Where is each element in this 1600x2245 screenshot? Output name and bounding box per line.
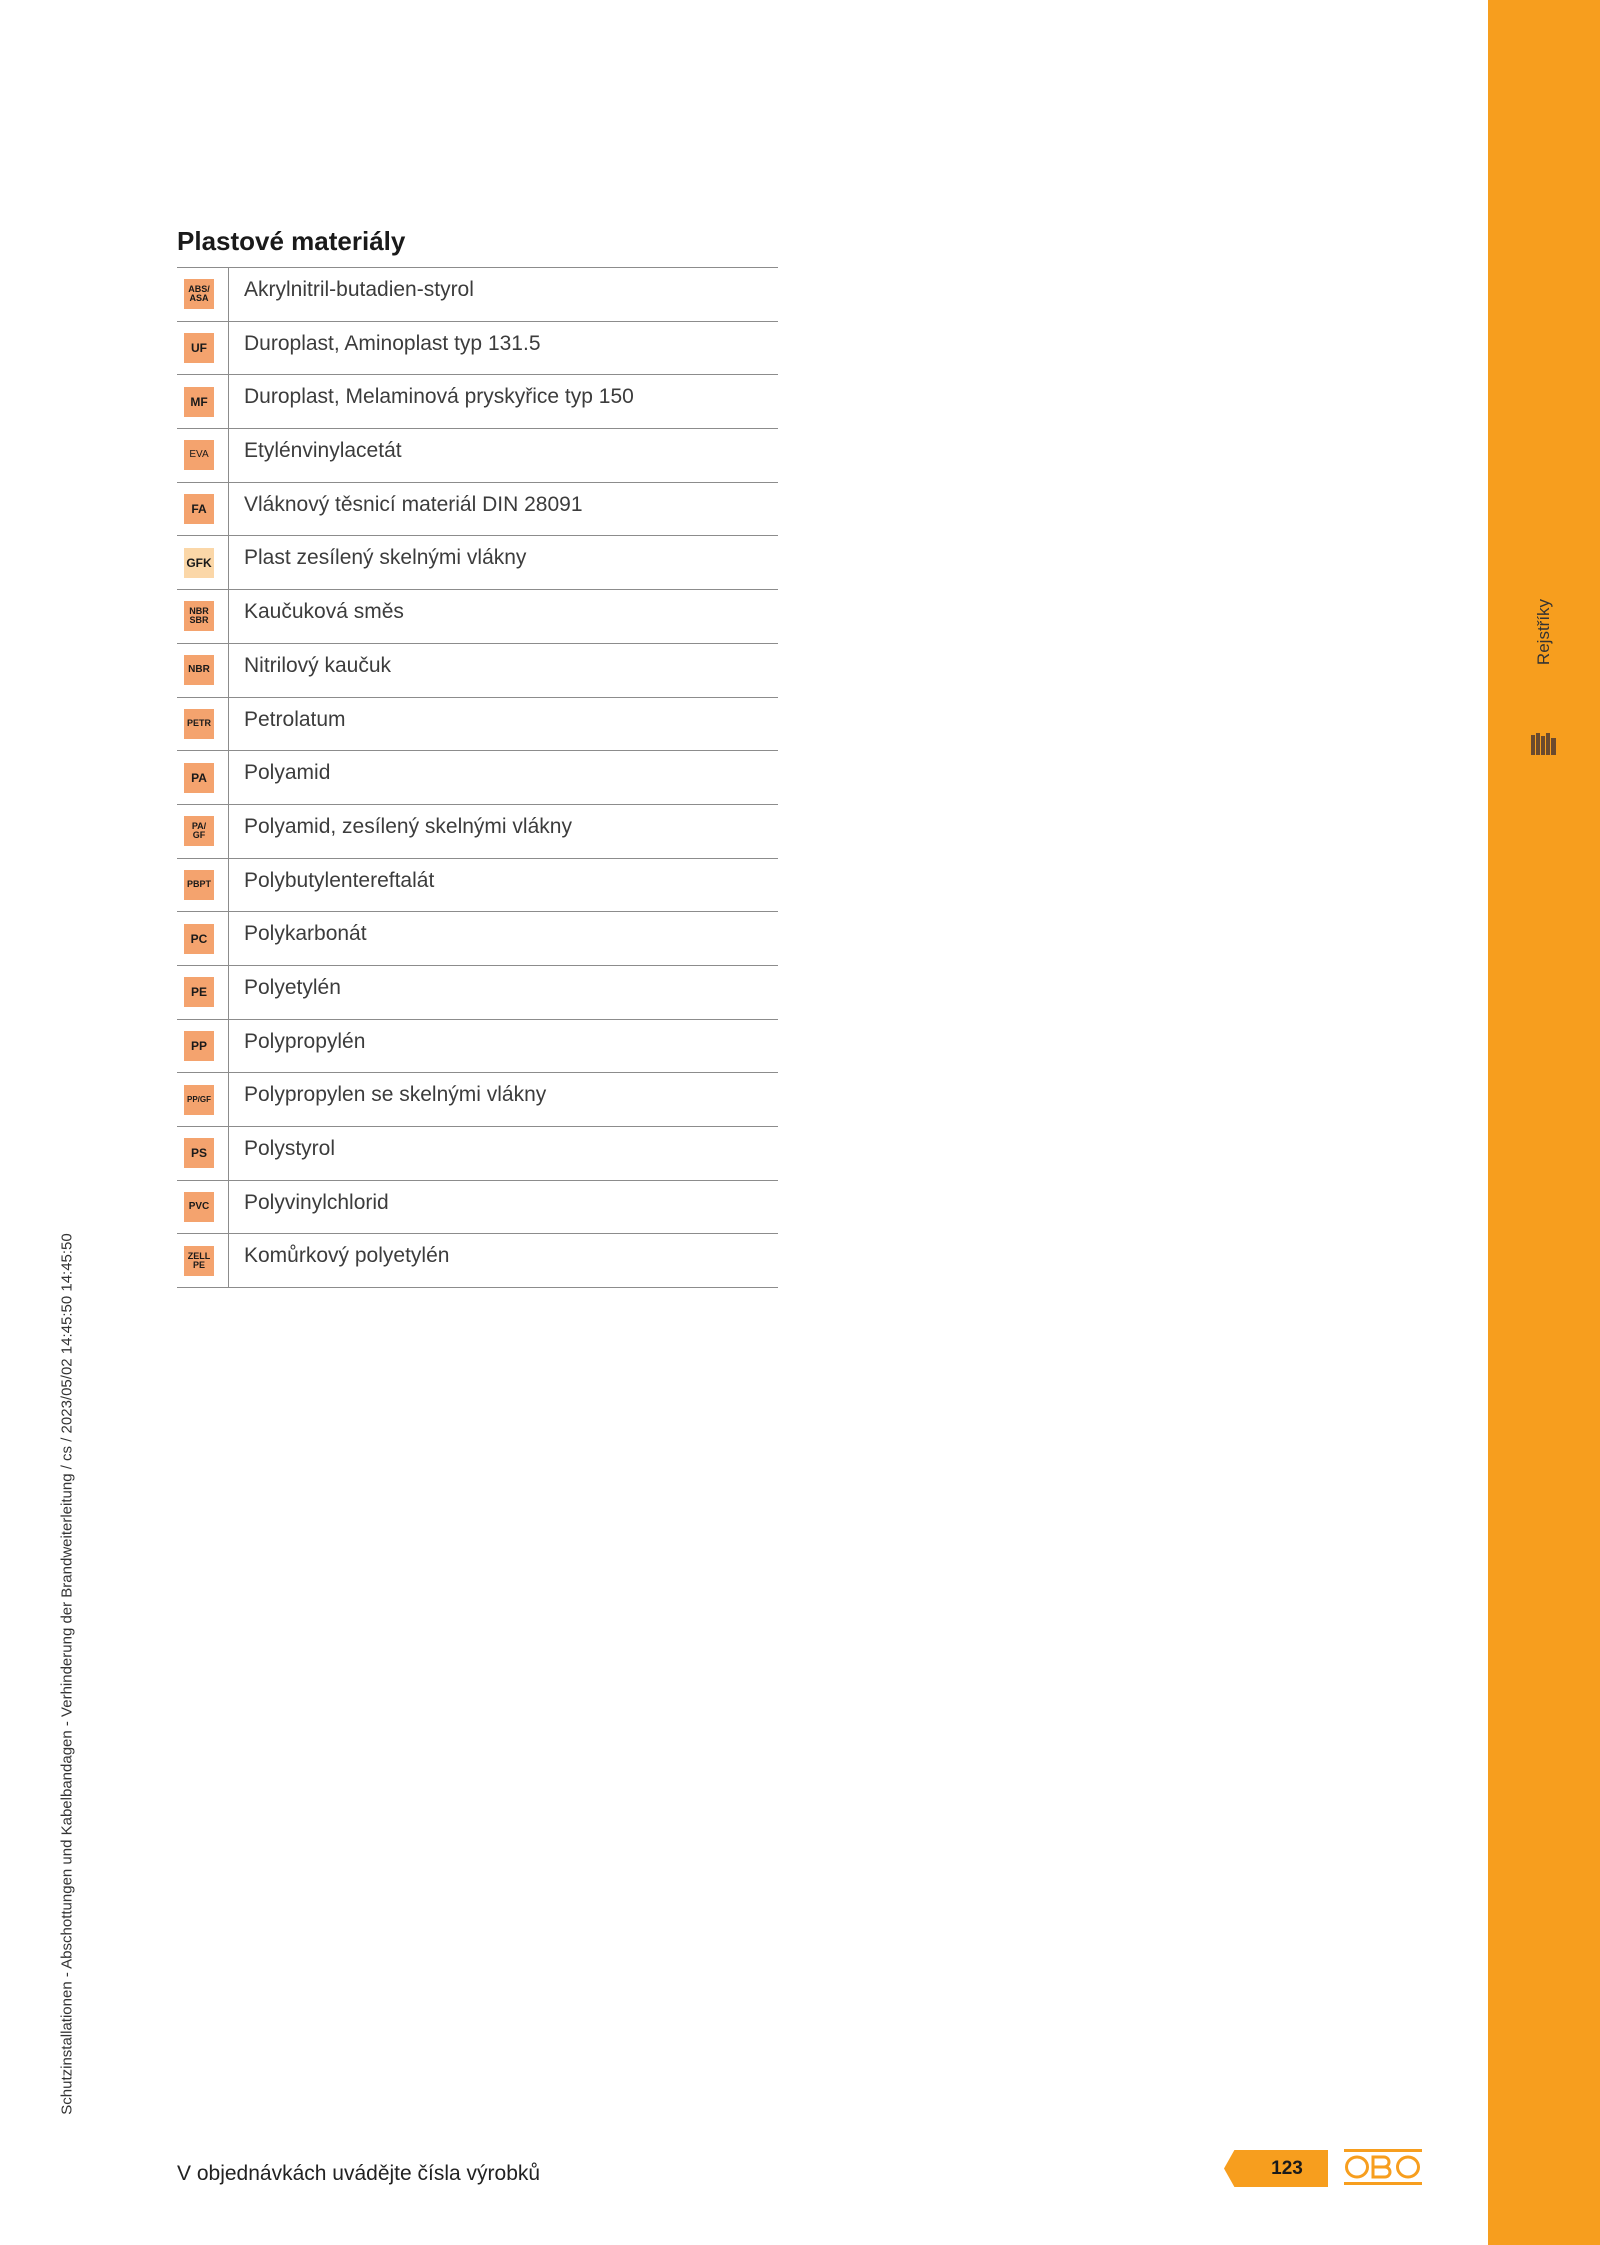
material-row [177,375,778,429]
material-row [177,536,778,590]
material-code-cell [177,375,229,429]
material-code-cell [177,536,229,590]
document-path-note: Schutzinstallationen - Abschottungen und Kabelbandagen - Verhinderung der Brandweiterleitung / cs / 2023/05/02 14:45:50 14:45:50 [58,1233,76,2115]
index-tab-label[interactable]: Rejstříky [1534,598,1553,666]
material-row [177,804,778,858]
material-code-cell [177,965,229,1019]
material-name: Komůrkový polyetylén [229,1234,779,1288]
material-name: Petrolatum [229,697,779,751]
material-code-badge: PC [184,924,214,954]
material-code-badge: NBR [184,655,214,685]
material-name: Polypropylen se skelnými vlákny [229,1073,779,1127]
material-code-badge: EVA [184,440,214,470]
material-row [177,321,778,375]
material-code-cell [177,697,229,751]
material-name: Plast zesílený skelnými vlákny [229,536,779,590]
material-row [177,912,778,966]
material-code-cell [177,1019,229,1073]
material-row [177,1019,778,1073]
material-code-cell [177,1127,229,1181]
material-code-badge: GFK [184,548,214,578]
material-code-cell [177,643,229,697]
material-code-badge: MF [184,387,214,417]
index-side-band [1488,0,1600,2245]
material-code-cell [177,858,229,912]
material-code-badge: NBR SBR [184,601,214,631]
material-code-badge: PETR [184,709,214,739]
material-code-cell [177,804,229,858]
materials-table [177,267,778,1288]
material-code-cell [177,268,229,322]
material-row [177,590,778,644]
material-row [177,643,778,697]
material-name: Etylénvinylacetát [229,429,779,483]
material-name: Polybutylentereftalát [229,858,779,912]
material-name: Polyetylén [229,965,779,1019]
material-code-cell [177,429,229,483]
material-code-cell [177,590,229,644]
material-code-badge: FA [184,494,214,524]
material-row [177,858,778,912]
material-code-badge: PBPT [184,870,214,900]
material-code-cell [177,482,229,536]
material-code-badge: ZELL PE [184,1246,214,1276]
material-row [177,1180,778,1234]
material-code-badge: PP [184,1031,214,1061]
material-code-cell [177,912,229,966]
material-row [177,1127,778,1181]
material-name: Polyvinylchlorid [229,1180,779,1234]
material-name: Kaučuková směs [229,590,779,644]
material-code-badge: PS [184,1138,214,1168]
material-name: Duroplast, Aminoplast typ 131.5 [229,321,779,375]
material-name: Nitrilový kaučuk [229,643,779,697]
material-row [177,751,778,805]
material-code-cell [177,321,229,375]
materials-table-body [177,268,778,1288]
page-number: 123 [1271,2157,1303,2179]
material-name: Polyamid, zesílený skelnými vlákny [229,804,779,858]
material-row [177,1073,778,1127]
material-name: Duroplast, Melaminová pryskyřice typ 150 [229,375,779,429]
section-title: Plastové materiály [177,226,406,256]
material-name: Polyamid [229,751,779,805]
material-row [177,965,778,1019]
material-code-cell [177,751,229,805]
material-name: Vláknový těsnicí materiál DIN 28091 [229,482,779,536]
material-code-badge: PP/GF [184,1085,214,1115]
material-row [177,482,778,536]
book-stack-icon [1531,733,1557,755]
material-row [177,1234,778,1288]
material-code-badge: PA [184,763,214,793]
material-code-badge: ABS/ ASA [184,279,214,309]
material-code-cell [177,1180,229,1234]
material-code-badge: PE [184,977,214,1007]
material-code-cell [177,1234,229,1288]
material-code-badge: PA/ GF [184,816,214,846]
material-code-badge: PVC [184,1192,214,1222]
material-row [177,268,778,322]
material-name: Polykarbonát [229,912,779,966]
material-code-cell [177,1073,229,1127]
material-row [177,429,778,483]
material-name: Akrylnitril-butadien-styrol [229,268,779,322]
material-name: Polypropylén [229,1019,779,1073]
order-note: V objednávkách uvádějte čísla výrobků [177,2162,541,2185]
material-name: Polystyrol [229,1127,779,1181]
material-code-badge: UF [184,333,214,363]
material-row [177,697,778,751]
obo-logo [1344,2149,1422,2185]
